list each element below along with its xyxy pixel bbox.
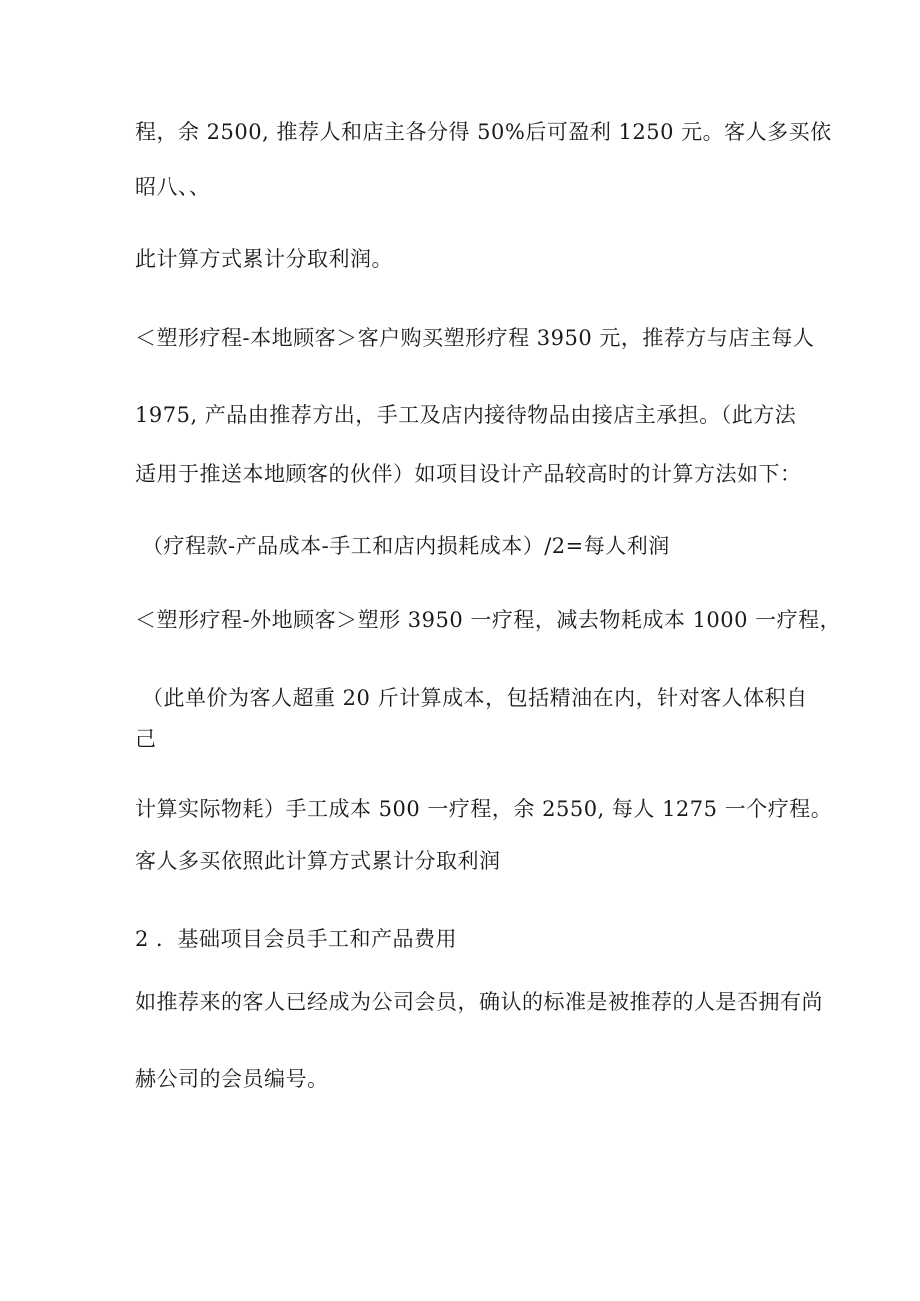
- text-line-12: 客人多买依照此计算方式累计分取利润: [135, 849, 501, 873]
- text-line-15: 赫公司的会员编号。: [135, 1067, 329, 1091]
- text-line-5: 1975, 产品由推荐方出，手工及店内接待物品由接店主承担。（此方法: [135, 403, 797, 427]
- text-line-2: 昭八、、: [135, 175, 211, 199]
- text-line-8: ＜塑形疗程-外地顾客＞塑形 3950 一疗程，减去物耗成本 1000 一疗程，: [135, 608, 842, 632]
- text-line-6: 适用于推送本地顾客的伙伴）如项目设计产品较高时的计算方法如下：: [135, 462, 802, 486]
- section-heading: 2 ．基础项目会员手工和产品费用: [135, 927, 458, 951]
- text-line-7: （疗程款-产品成本-手工和店内损耗成本）/2=每人利润: [142, 534, 670, 558]
- text-line-10: 己: [135, 727, 157, 751]
- text-line-4: ＜塑形疗程-本地顾客＞客户购买塑形疗程 3950 元，推荐方与店主每人: [135, 326, 815, 350]
- text-line-1: 程，余 2500, 推荐人和店主各分得 50%后可盈利 1250 元。客人多买依: [135, 120, 832, 144]
- text-line-11: 计算实际物耗）手工成本 500 一疗程，余 2550, 每人 1275 一个疗程。: [135, 797, 833, 821]
- text-line-14: 如推荐来的客人已经成为公司会员，确认的标准是被推荐的人是否拥有尚: [135, 990, 823, 1014]
- text-line-3: 此计算方式累计分取利润。: [135, 247, 393, 271]
- text-line-9: （此单价为客人超重 20 斤计算成本，包括精油在内，针对客人体积自: [142, 686, 808, 710]
